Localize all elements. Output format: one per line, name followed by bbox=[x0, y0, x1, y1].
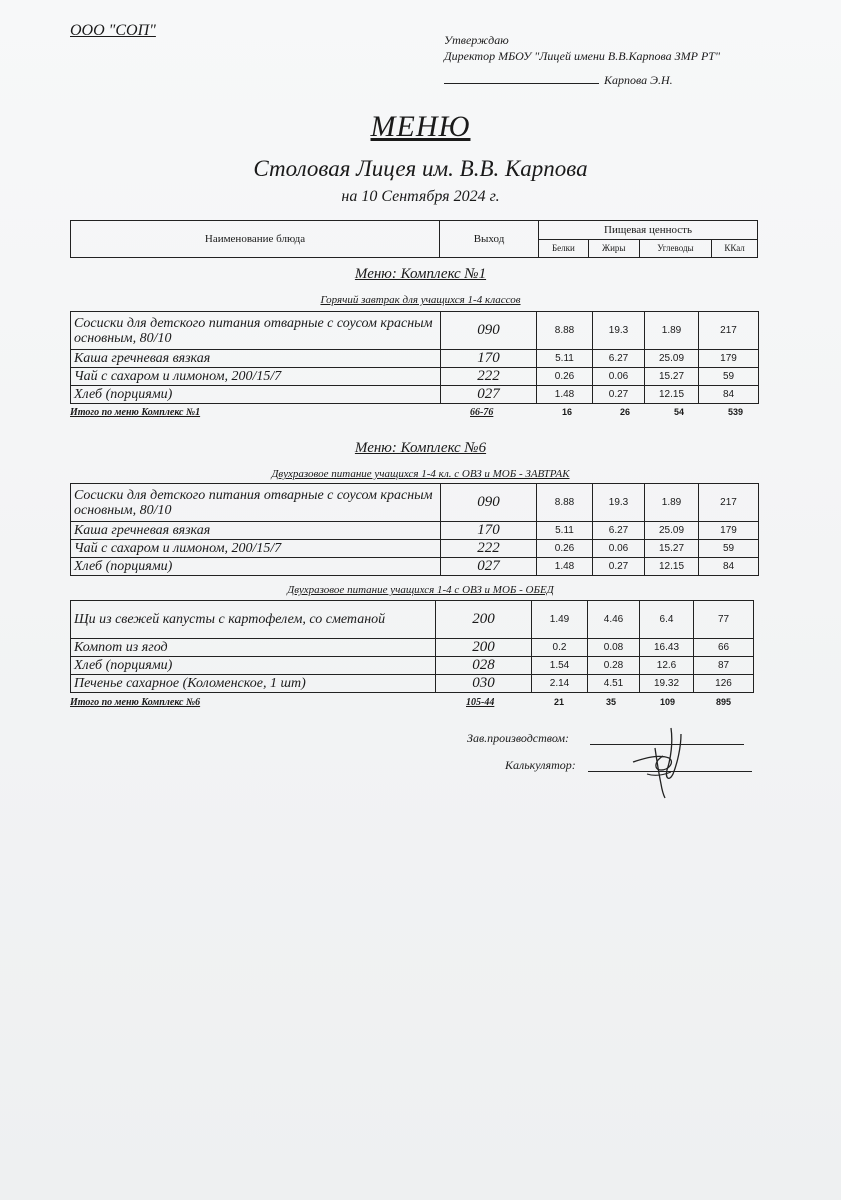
dish-output: 222 bbox=[441, 368, 537, 386]
dish-name: Каша гречневая вязкая bbox=[71, 350, 441, 368]
dish-protein: 0.26 bbox=[537, 368, 593, 386]
dish-output: 170 bbox=[441, 522, 537, 540]
dish-output: 090 bbox=[441, 484, 537, 522]
table-row bbox=[71, 675, 754, 693]
production-manager-label: Зав.производством: bbox=[467, 731, 570, 745]
approval-signature-row bbox=[444, 72, 774, 88]
dish-kcal: 84 bbox=[699, 386, 759, 404]
dish-protein: 0.26 bbox=[537, 540, 593, 558]
dish-output: 200 bbox=[436, 601, 532, 639]
dish-fat: 19.3 bbox=[593, 484, 645, 522]
dish-protein: 1.48 bbox=[537, 558, 593, 576]
complex1-total-label: Итого по меню Комплекс №1 bbox=[70, 407, 201, 418]
dish-fat: 0.08 bbox=[588, 639, 640, 657]
dish-carbs: 15.27 bbox=[645, 368, 699, 386]
dish-carbs: 25.09 bbox=[645, 522, 699, 540]
dish-kcal: 179 bbox=[699, 350, 759, 368]
header-nutrition: Пищевая ценность bbox=[539, 221, 758, 240]
menu-date: на 10 Сентября 2024 г. bbox=[341, 188, 500, 205]
dish-carbs: 19.32 bbox=[640, 675, 694, 693]
dish-kcal: 179 bbox=[699, 522, 759, 540]
dish-name: Хлеб (порциями) bbox=[71, 657, 436, 675]
dish-name: Печенье сахарное (Коломенское, 1 шт) bbox=[71, 675, 436, 693]
header-kcal: ККал bbox=[712, 239, 758, 258]
complex1-table bbox=[70, 311, 759, 404]
complex6-total-kcal: 895 bbox=[716, 697, 732, 707]
table-row bbox=[71, 558, 759, 576]
complex6-lunch-title: Двухразовое питание учащихся 1-4 с ОВЗ и МОБ - ОБЕД bbox=[287, 584, 554, 596]
dish-kcal: 66 bbox=[694, 639, 754, 657]
complex6-lunch-table bbox=[70, 600, 754, 693]
table-row bbox=[71, 386, 759, 404]
dish-fat: 0.27 bbox=[593, 386, 645, 404]
approval-name: Карпова Э.Н. bbox=[604, 73, 673, 87]
dish-kcal: 87 bbox=[694, 657, 754, 675]
table-row bbox=[71, 639, 754, 657]
complex1-total-fat: 26 bbox=[620, 407, 631, 417]
table-row bbox=[71, 540, 759, 558]
dish-name: Щи из свежей капусты с картофелем, со сметаной bbox=[71, 601, 436, 639]
approval-signature-line bbox=[444, 83, 599, 84]
dish-fat: 19.3 bbox=[593, 312, 645, 350]
dish-kcal: 84 bbox=[699, 558, 759, 576]
complex1-total-protein: 16 bbox=[562, 407, 573, 417]
dish-fat: 4.51 bbox=[588, 675, 640, 693]
dish-carbs: 1.89 bbox=[645, 312, 699, 350]
organization-name: ООО "СОП" bbox=[70, 22, 156, 39]
dish-kcal: 126 bbox=[694, 675, 754, 693]
dish-name: Компот из ягод bbox=[71, 639, 436, 657]
dish-carbs: 25.09 bbox=[645, 350, 699, 368]
dish-carbs: 12.15 bbox=[645, 386, 699, 404]
dish-protein: 5.11 bbox=[537, 522, 593, 540]
header-protein: Белки bbox=[539, 239, 589, 258]
dish-output: 027 bbox=[441, 558, 537, 576]
complex1-meal-title: Горячий завтрак для учащихся 1-4 классов bbox=[320, 294, 521, 306]
dish-output: 028 bbox=[436, 657, 532, 675]
table-row bbox=[71, 601, 754, 639]
complex6-title: Меню: Комплекс №6 bbox=[354, 440, 487, 456]
table-row bbox=[71, 350, 759, 368]
dish-protein: 5.11 bbox=[537, 350, 593, 368]
approval-heading: Утверждаю bbox=[444, 33, 509, 47]
header-carbs: Углеводы bbox=[639, 239, 711, 258]
dish-protein: 8.88 bbox=[537, 312, 593, 350]
dish-protein: 0.2 bbox=[532, 639, 588, 657]
page-subtitle: Столовая Лицея им. В.В. Карпова bbox=[253, 156, 588, 181]
dish-carbs: 12.15 bbox=[645, 558, 699, 576]
complex6-total-carbs: 109 bbox=[660, 697, 676, 707]
complex1-title: Меню: Комплекс №1 bbox=[354, 266, 487, 282]
dish-kcal: 217 bbox=[699, 312, 759, 350]
dish-fat: 0.27 bbox=[593, 558, 645, 576]
dish-output: 027 bbox=[441, 386, 537, 404]
dish-name: Хлеб (порциями) bbox=[71, 558, 441, 576]
dish-kcal: 217 bbox=[699, 484, 759, 522]
dish-name: Чай с сахаром и лимоном, 200/15/7 bbox=[71, 368, 441, 386]
dish-output: 170 bbox=[441, 350, 537, 368]
complex6-breakfast-title: Двухразовое питание учащихся 1-4 кл. с ОВЗ и МОБ - ЗАВТРАК bbox=[271, 468, 570, 480]
complex6-total-fat: 35 bbox=[606, 697, 617, 707]
dish-name: Сосиски для детского питания отварные с соусом красным основным, 80/10 bbox=[71, 312, 441, 350]
dish-kcal: 77 bbox=[694, 601, 754, 639]
dish-kcal: 59 bbox=[699, 540, 759, 558]
header-fat: Жиры bbox=[588, 239, 639, 258]
complex1-total-kcal: 539 bbox=[728, 407, 744, 417]
dish-protein: 8.88 bbox=[537, 484, 593, 522]
complex6-total-price: 105-44 bbox=[466, 697, 495, 708]
dish-fat: 0.06 bbox=[593, 368, 645, 386]
calculator-label: Калькулятор: bbox=[505, 758, 576, 772]
header-output: Выход bbox=[440, 221, 539, 258]
complex1-total-carbs: 54 bbox=[674, 407, 685, 417]
table-row bbox=[71, 522, 759, 540]
dish-fat: 0.28 bbox=[588, 657, 640, 675]
dish-output: 222 bbox=[441, 540, 537, 558]
column-header-table bbox=[70, 220, 758, 258]
dish-carbs: 6.4 bbox=[640, 601, 694, 639]
dish-name: Чай с сахаром и лимоном, 200/15/7 bbox=[71, 540, 441, 558]
dish-protein: 2.14 bbox=[532, 675, 588, 693]
dish-carbs: 16.43 bbox=[640, 639, 694, 657]
table-row bbox=[71, 657, 754, 675]
dish-protein: 1.49 bbox=[532, 601, 588, 639]
dish-output: 200 bbox=[436, 639, 532, 657]
complex6-total-protein: 21 bbox=[554, 697, 565, 707]
dish-protein: 1.54 bbox=[532, 657, 588, 675]
dish-name: Сосиски для детского питания отварные с соусом красным основным, 80/10 bbox=[71, 484, 441, 522]
complex6-total-row bbox=[70, 697, 758, 711]
page-title: МЕНЮ bbox=[370, 110, 471, 143]
dish-output: 090 bbox=[441, 312, 537, 350]
complex1-total-row bbox=[70, 407, 758, 421]
table-row bbox=[71, 368, 759, 386]
complex6-total-label: Итого по меню Комплекс №6 bbox=[70, 697, 201, 708]
dish-carbs: 12.6 bbox=[640, 657, 694, 675]
complex1-total-price: 66-76 bbox=[470, 407, 494, 418]
dish-carbs: 1.89 bbox=[645, 484, 699, 522]
dish-kcal: 59 bbox=[699, 368, 759, 386]
dish-name: Хлеб (порциями) bbox=[71, 386, 441, 404]
table-row bbox=[71, 312, 759, 350]
dish-name: Каша гречневая вязкая bbox=[71, 522, 441, 540]
table-row bbox=[71, 484, 759, 522]
approval-block bbox=[444, 32, 774, 88]
dish-output: 030 bbox=[436, 675, 532, 693]
complex6-breakfast-table bbox=[70, 483, 759, 576]
approval-position: Директор МБОУ "Лицей имени В.В.Карпова ЗМР РТ" bbox=[444, 49, 720, 63]
dish-fat: 6.27 bbox=[593, 522, 645, 540]
dish-fat: 6.27 bbox=[593, 350, 645, 368]
dish-carbs: 15.27 bbox=[645, 540, 699, 558]
header-dish-name: Наименование блюда bbox=[71, 221, 440, 258]
handwritten-signature-icon bbox=[625, 718, 695, 804]
dish-fat: 0.06 bbox=[593, 540, 645, 558]
dish-protein: 1.48 bbox=[537, 386, 593, 404]
dish-fat: 4.46 bbox=[588, 601, 640, 639]
